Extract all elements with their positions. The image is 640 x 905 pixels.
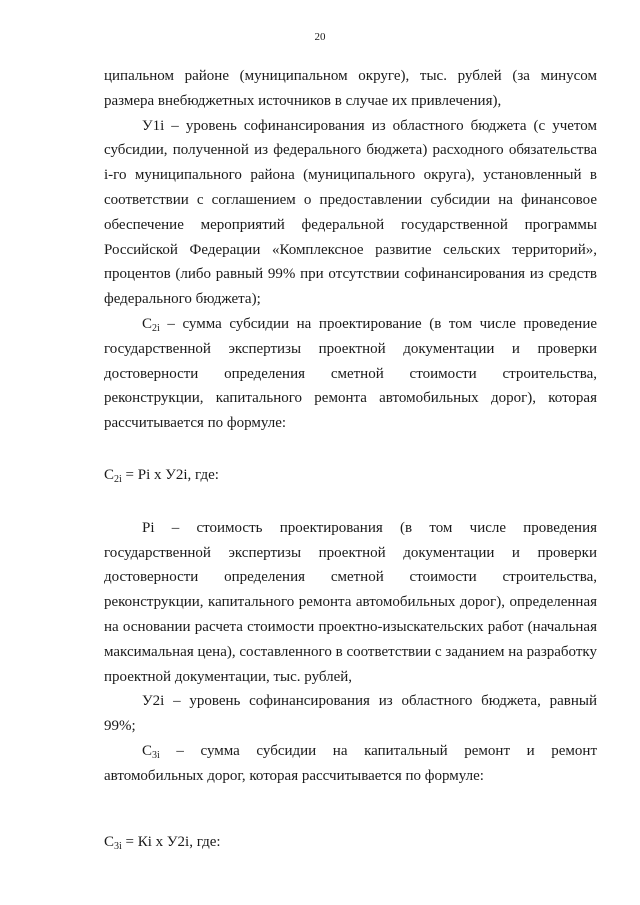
document-body — [104, 64, 597, 854]
paragraph-c2i-definition — [104, 312, 597, 436]
c2i-text: – сумма субсидии на проектирование (в том числе проведение государственной экспертизы проектной документации и проверки достоверности определения сметной стоимости строительства, реконструкции, капитального ремонта автомобильных дорог), которая рассчитывается по формуле: — [104, 315, 597, 432]
paragraph-y2i-definition: У2i – уровень софинансирования из областного бюджета, равный 99%; — [104, 693, 597, 735]
c2i-subscript: 2i — [152, 322, 160, 334]
page-number: 20 — [314, 31, 326, 43]
paragraph-pi-definition: Рi – стоимость проектирования (в том числе проведения государственной экспертизы проектной документации и проверки достоверности определения сметной стоимости строительства, реконструкции, капитального ремонта автомобильных дорог), определенная на основании расчета стоимости проектно-изыскательских работ (начальная максимальная цена), составленного в соответствии с заданием на разработку проектной документации, тыс. рублей, — [104, 519, 597, 685]
paragraph-c3i-definition — [104, 739, 597, 789]
paragraph-y1i-definition: У1i – уровень софинансирования из областного бюджета (с учетом субсидии, полученной из федерального бюджета) расходного обязательства i-го муниципального района (муниципального округа), установленный в соответствии с соглашением о предоставлении субсидии на финансовое обеспечение мероприятий федеральной государственной программы Российской Федерации «Комплексное развитие сельских территорий», процентов (либо равный 99% при отсутствии софинансирования из средств федерального бюджета); — [104, 117, 597, 308]
formula-c2i-subscript: 2i — [114, 473, 122, 485]
c3i-text: – сумма субсидии на капитальный ремонт и ремонт автомобильных дорог, которая рассчитывается по формуле: — [104, 742, 597, 784]
formula-c2i-symbol: С — [104, 466, 115, 483]
formula-c3i-subscript: 3i — [114, 840, 122, 852]
formula-c3i-symbol: С — [104, 833, 115, 850]
formula-c2i-rest: = Рi х У2i, где: — [121, 466, 219, 483]
formula-c3i-rest: = Кi х У2i, где: — [121, 833, 221, 850]
paragraph-continuation: ципальном районе (муниципальном округе), тыс. рублей (за минусом размера внебюджетных источников в случае их привлечения), — [104, 68, 597, 109]
c2i-symbol: С — [142, 315, 153, 332]
c3i-symbol: С — [142, 742, 153, 759]
formula-c2i — [104, 463, 597, 488]
formula-c3i — [104, 830, 597, 855]
c3i-subscript: 3i — [152, 749, 160, 761]
